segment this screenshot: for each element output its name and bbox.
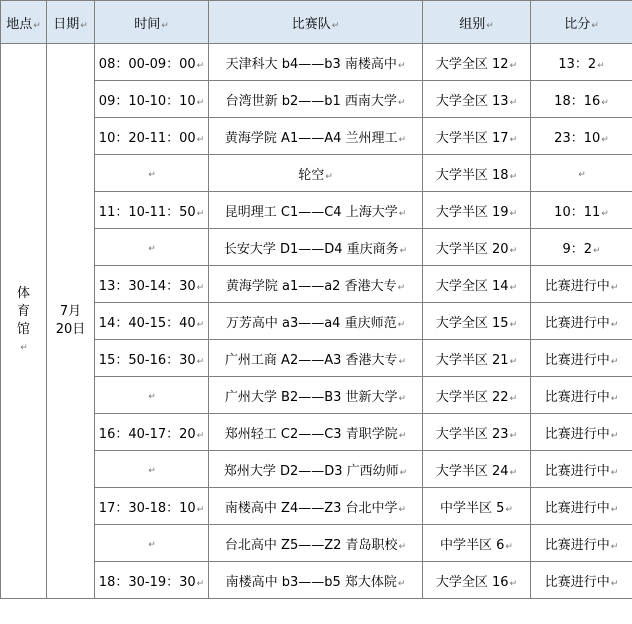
teams-cell <box>209 451 423 488</box>
group-cell <box>423 340 531 377</box>
paragraph-mark: ↵ <box>601 208 609 219</box>
group-cell <box>423 229 531 266</box>
teams-cell-text: 天津科大 b4——b3 南楼高中 <box>225 56 397 72</box>
paragraph-mark: ↵ <box>399 245 408 256</box>
group-cell <box>423 451 531 488</box>
time-cell-text: 09：10-10：10 <box>98 93 196 109</box>
group-cell <box>423 525 531 562</box>
group-cell <box>423 562 531 599</box>
time-cell-text: 15：50-16：30 <box>98 352 196 368</box>
time-cell-text: 08：00-09：00 <box>98 56 196 72</box>
paragraph-mark: ↵ <box>509 171 518 182</box>
score-cell <box>531 451 632 488</box>
paragraph-mark: ↵ <box>196 134 205 145</box>
time-cell <box>95 118 209 155</box>
paragraph-mark: ↵ <box>509 208 518 219</box>
group-cell-text: 大学半区 23 <box>435 426 509 442</box>
teams-cell <box>209 488 423 525</box>
group-cell-text: 大学半区 21 <box>435 352 509 368</box>
group-cell <box>423 81 531 118</box>
venue-char: 体 <box>16 286 30 301</box>
paragraph-mark: ↵ <box>398 393 407 404</box>
table-row <box>1 44 632 81</box>
paragraph-mark: ↵ <box>610 282 619 293</box>
teams-cell-text: 万芳高中 a3——a4 重庆师范 <box>225 315 397 331</box>
table-row <box>1 340 632 377</box>
paragraph-mark: ↵ <box>325 171 333 182</box>
time-cell-text: 10：20-11：00 <box>98 130 196 146</box>
score-cell-text: 比赛进行中 <box>544 500 610 516</box>
score-cell <box>531 525 632 562</box>
paragraph-mark: ↵ <box>610 578 619 589</box>
score-cell-text: 比赛进行中 <box>544 352 610 368</box>
group-cell-text: 大学半区 22 <box>435 389 509 405</box>
paragraph-mark: ↵ <box>148 169 156 180</box>
teams-cell-text: 广州大学 B2——B3 世新大学 <box>224 389 398 405</box>
time-cell-text: 13：30-14：30 <box>98 278 196 294</box>
score-cell <box>531 488 632 525</box>
teams-cell <box>209 303 423 340</box>
paragraph-mark: ↵ <box>610 541 619 552</box>
paragraph-mark: ↵ <box>196 97 205 108</box>
group-cell-text: 大学半区 24 <box>435 463 509 479</box>
teams-cell-text: 台湾世新 b2——b1 西南大学 <box>225 93 397 109</box>
header-teams: 比赛队↵ <box>209 1 423 44</box>
teams-cell-text: 南楼高中 b3——b5 郑大体院 <box>225 574 397 590</box>
teams-cell <box>209 118 423 155</box>
venue-char: 馆 <box>16 322 30 337</box>
teams-cell <box>209 340 423 377</box>
header-group: 组别↵ <box>423 1 531 44</box>
paragraph-mark: ↵ <box>397 319 406 330</box>
paragraph-mark: ↵ <box>505 504 513 515</box>
score-cell-text: 比赛进行中 <box>544 278 610 294</box>
paragraph-mark: ↵ <box>509 134 518 145</box>
paragraph-mark: ↵ <box>399 467 408 478</box>
paragraph-mark: ↵ <box>610 393 619 404</box>
teams-cell-text: 广州工商 A2——A3 香港大专 <box>224 352 398 368</box>
score-cell-text: 18：16 <box>554 93 601 109</box>
teams-cell <box>209 266 423 303</box>
time-cell <box>95 525 209 562</box>
group-cell <box>423 155 531 192</box>
paragraph-mark: ↵ <box>593 245 601 256</box>
group-cell <box>423 377 531 414</box>
paragraph-mark: ↵ <box>196 208 205 219</box>
time-cell <box>95 562 209 599</box>
time-cell <box>95 44 209 81</box>
teams-cell <box>209 81 423 118</box>
score-cell-text: 比赛进行中 <box>544 574 610 590</box>
time-cell <box>95 266 209 303</box>
time-cell <box>95 81 209 118</box>
paragraph-mark: ↵ <box>597 60 605 71</box>
teams-cell-text: 长安大学 D1——D4 重庆商务 <box>223 241 399 257</box>
score-cell-text: 10：11 <box>554 204 601 220</box>
score-cell <box>531 303 632 340</box>
group-cell <box>423 266 531 303</box>
score-cell-text: 9：2 <box>562 241 592 257</box>
score-cell-text: 23：10 <box>554 130 601 146</box>
paragraph-mark: ↵ <box>509 467 518 478</box>
paragraph-mark: ↵ <box>20 343 28 353</box>
table-row <box>1 377 632 414</box>
paragraph-mark: ↵ <box>509 97 518 108</box>
teams-cell <box>209 229 423 266</box>
header-row <box>1 1 632 44</box>
group-cell-text: 大学全区 12 <box>435 56 509 72</box>
paragraph-mark: ↵ <box>148 539 156 550</box>
group-cell-text: 中学半区 6 <box>440 537 505 553</box>
teams-cell-text: 南楼高中 Z4——Z3 台北中学 <box>224 500 398 516</box>
paragraph-mark: ↵ <box>148 465 156 476</box>
paragraph-mark: ↵ <box>509 393 518 404</box>
group-cell-text: 大学半区 17 <box>435 130 509 146</box>
table-row <box>1 266 632 303</box>
score-cell <box>531 155 632 192</box>
paragraph-mark: ↵ <box>398 504 407 515</box>
group-cell-text: 大学全区 13 <box>435 93 509 109</box>
time-cell <box>95 229 209 266</box>
table-row <box>1 229 632 266</box>
group-cell-text: 中学半区 5 <box>440 500 505 516</box>
time-cell <box>95 377 209 414</box>
group-cell-text: 大学半区 20 <box>435 241 509 257</box>
score-cell <box>531 81 632 118</box>
time-cell-text: 16：40-17：20 <box>98 426 196 442</box>
paragraph-mark: ↵ <box>601 134 609 145</box>
group-cell-text: 大学全区 15 <box>435 315 509 331</box>
table-row <box>1 303 632 340</box>
score-cell <box>531 44 632 81</box>
table-row <box>1 562 632 599</box>
paragraph-mark: ↵ <box>610 319 619 330</box>
venue-cell <box>1 44 47 599</box>
score-cell <box>531 192 632 229</box>
header-date: 日期↵ <box>47 1 95 44</box>
teams-cell <box>209 155 423 192</box>
header-score: 比分↵ <box>531 1 632 44</box>
time-cell <box>95 451 209 488</box>
teams-cell-text: 黄海学院 a1——a2 香港大专 <box>225 278 397 294</box>
table-row <box>1 81 632 118</box>
time-cell <box>95 414 209 451</box>
paragraph-mark: ↵ <box>196 578 205 589</box>
paragraph-mark: ↵ <box>196 60 205 71</box>
teams-cell <box>209 525 423 562</box>
paragraph-mark: ↵ <box>148 391 156 402</box>
paragraph-mark: ↵ <box>398 356 407 367</box>
header-venue: 地点↵ <box>1 1 47 44</box>
teams-cell-text: 轮空 <box>298 167 325 183</box>
teams-cell <box>209 192 423 229</box>
teams-cell-text: 昆明理工 C1——C4 上海大学 <box>224 204 398 220</box>
score-cell-text: 13：2 <box>558 56 597 72</box>
date-line: 20日 <box>55 322 86 337</box>
teams-cell <box>209 44 423 81</box>
score-cell-text: 比赛进行中 <box>544 426 610 442</box>
venue-char: 育 <box>16 304 30 319</box>
paragraph-mark: ↵ <box>601 97 609 108</box>
paragraph-mark: ↵ <box>398 134 407 145</box>
teams-cell-text: 郑州大学 D2——D3 广西幼师 <box>223 463 399 479</box>
paragraph-mark: ↵ <box>578 169 586 180</box>
paragraph-mark: ↵ <box>610 430 619 441</box>
paragraph-mark: ↵ <box>196 282 205 293</box>
score-cell <box>531 377 632 414</box>
header-time: 时间↵ <box>95 1 209 44</box>
paragraph-mark: ↵ <box>509 60 518 71</box>
paragraph-mark: ↵ <box>398 208 407 219</box>
group-cell <box>423 414 531 451</box>
time-cell-text: 11：10-11：50 <box>98 204 196 220</box>
paragraph-mark: ↵ <box>196 356 205 367</box>
date-cell <box>47 44 95 599</box>
group-cell-text: 大学全区 16 <box>435 574 509 590</box>
score-cell-text: 比赛进行中 <box>544 463 610 479</box>
paragraph-mark: ↵ <box>397 282 406 293</box>
time-cell <box>95 192 209 229</box>
table-row <box>1 451 632 488</box>
table-row <box>1 155 632 192</box>
time-cell <box>95 303 209 340</box>
time-cell-text: 14：40-15：40 <box>98 315 196 331</box>
group-cell <box>423 488 531 525</box>
score-cell-text: 比赛进行中 <box>544 537 610 553</box>
time-cell-text: 17：30-18：10 <box>98 500 196 516</box>
teams-cell <box>209 377 423 414</box>
score-cell <box>531 266 632 303</box>
paragraph-mark: ↵ <box>397 97 406 108</box>
paragraph-mark: ↵ <box>196 319 205 330</box>
teams-cell-text: 郑州轻工 C2——C3 青职学院 <box>224 426 398 442</box>
teams-cell <box>209 414 423 451</box>
paragraph-mark: ↵ <box>509 430 518 441</box>
group-cell <box>423 44 531 81</box>
group-cell-text: 大学全区 14 <box>435 278 509 294</box>
table-row <box>1 525 632 562</box>
group-cell <box>423 192 531 229</box>
paragraph-mark: ↵ <box>398 541 407 552</box>
paragraph-mark: ↵ <box>397 60 406 71</box>
group-cell <box>423 118 531 155</box>
paragraph-mark: ↵ <box>610 504 619 515</box>
table-row <box>1 192 632 229</box>
time-cell <box>95 155 209 192</box>
teams-cell <box>209 562 423 599</box>
paragraph-mark: ↵ <box>509 356 518 367</box>
paragraph-mark: ↵ <box>509 578 518 589</box>
time-cell <box>95 340 209 377</box>
paragraph-mark: ↵ <box>509 245 518 256</box>
score-cell <box>531 229 632 266</box>
paragraph-mark: ↵ <box>509 319 518 330</box>
score-cell <box>531 340 632 377</box>
time-cell <box>95 488 209 525</box>
paragraph-mark: ↵ <box>148 243 156 254</box>
paragraph-mark: ↵ <box>196 430 205 441</box>
paragraph-mark: ↵ <box>398 430 407 441</box>
paragraph-mark: ↵ <box>610 356 619 367</box>
score-cell-text: 比赛进行中 <box>544 315 610 331</box>
score-cell <box>531 562 632 599</box>
time-cell-text: 18：30-19：30 <box>98 574 196 590</box>
score-cell <box>531 414 632 451</box>
paragraph-mark: ↵ <box>509 282 518 293</box>
paragraph-mark: ↵ <box>610 467 619 478</box>
paragraph-mark: ↵ <box>196 504 205 515</box>
paragraph-mark: ↵ <box>397 578 406 589</box>
table-row <box>1 414 632 451</box>
score-cell <box>531 118 632 155</box>
group-cell-text: 大学半区 19 <box>435 204 509 220</box>
group-cell-text: 大学半区 18 <box>435 167 509 183</box>
date-line: 7月 <box>59 304 82 319</box>
teams-cell-text: 黄海学院 A1——A4 兰州理工 <box>224 130 398 146</box>
paragraph-mark: ↵ <box>505 541 513 552</box>
group-cell <box>423 303 531 340</box>
table-row <box>1 118 632 155</box>
table-row <box>1 488 632 525</box>
score-cell-text: 比赛进行中 <box>544 389 610 405</box>
teams-cell-text: 台北高中 Z5——Z2 青岛职校 <box>224 537 398 553</box>
